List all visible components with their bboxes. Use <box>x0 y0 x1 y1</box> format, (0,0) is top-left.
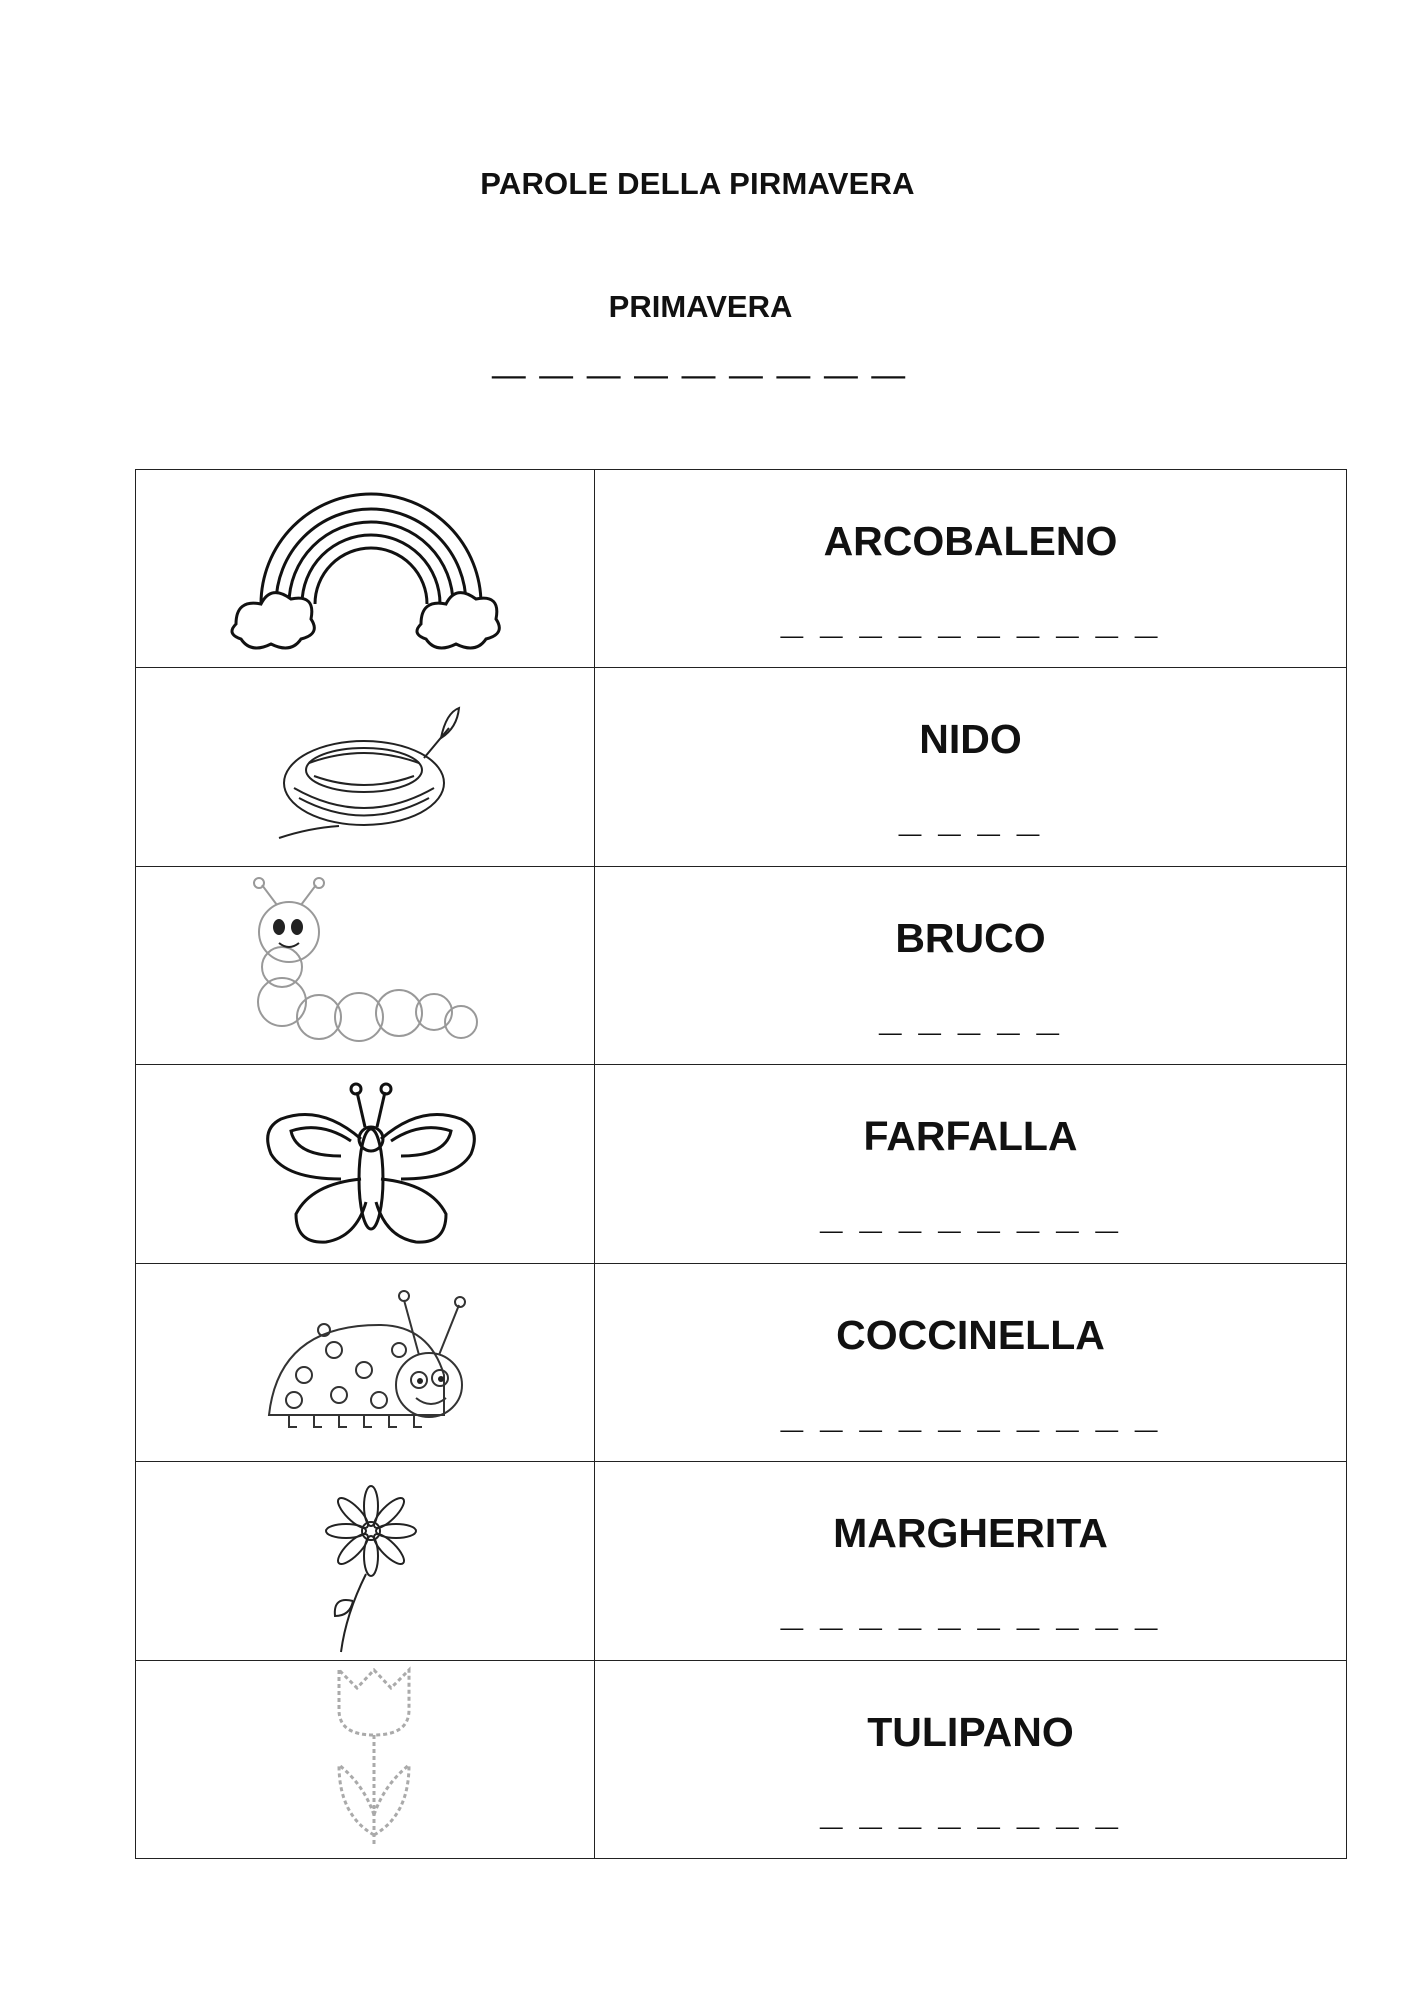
word-table <box>135 469 1347 1859</box>
example-word-blanks[interactable]: — — — — — — — — — <box>491 356 908 394</box>
picture-cell <box>136 1263 595 1461</box>
picture-cell <box>136 668 595 866</box>
nest-icon <box>269 698 469 858</box>
table-row <box>136 1660 1347 1858</box>
picture-cell <box>136 1065 595 1263</box>
rainbow-icon <box>226 484 516 654</box>
word-blanks[interactable]: _ _ _ _ _ _ _ _ _ _ <box>780 598 1161 642</box>
butterfly-icon <box>261 1079 481 1249</box>
word-label: COCCINELLA <box>836 1311 1105 1358</box>
word-cell <box>595 1263 1347 1461</box>
word-cell <box>595 1065 1347 1263</box>
daisy-icon <box>311 1476 431 1656</box>
table-row <box>136 1462 1347 1660</box>
table-row <box>136 866 1347 1064</box>
word-cell <box>595 1660 1347 1858</box>
ladybug-icon <box>264 1290 494 1450</box>
tulip-icon <box>324 1665 424 1850</box>
page-title: PAROLE DELLA PIRMAVERA <box>480 166 915 201</box>
word-label: MARGHERITA <box>833 1510 1108 1557</box>
word-blanks[interactable]: _ _ _ _ _ _ _ _ _ _ <box>780 1391 1161 1436</box>
word-blanks[interactable]: _ _ _ _ _ _ _ _ <box>820 1193 1121 1238</box>
word-blanks[interactable]: _ _ _ _ _ _ _ _ _ _ <box>780 1590 1161 1635</box>
table-row <box>136 470 1347 668</box>
word-blanks[interactable]: _ _ _ _ _ _ _ _ <box>820 1788 1121 1833</box>
example-word: PRIMAVERA <box>608 289 793 324</box>
table-row <box>136 1263 1347 1461</box>
word-cell <box>595 1462 1347 1660</box>
caterpillar-icon <box>229 877 499 1057</box>
picture-cell <box>136 866 595 1064</box>
picture-cell <box>136 1462 595 1660</box>
word-label: ARCOBALENO <box>823 518 1118 564</box>
word-blanks[interactable]: _ _ _ _ <box>898 796 1043 841</box>
word-cell <box>595 668 1347 866</box>
table-row <box>136 668 1347 866</box>
word-label: BRUCO <box>895 914 1046 961</box>
word-label: NIDO <box>919 716 1022 763</box>
picture-cell <box>136 470 595 668</box>
word-cell <box>595 866 1347 1064</box>
picture-cell <box>136 1660 595 1858</box>
table-row <box>136 1065 1347 1263</box>
word-label: TULIPANO <box>867 1708 1074 1755</box>
word-blanks[interactable]: _ _ _ _ _ <box>879 994 1062 1039</box>
word-label: FARFALLA <box>863 1113 1078 1160</box>
word-cell <box>595 470 1347 668</box>
